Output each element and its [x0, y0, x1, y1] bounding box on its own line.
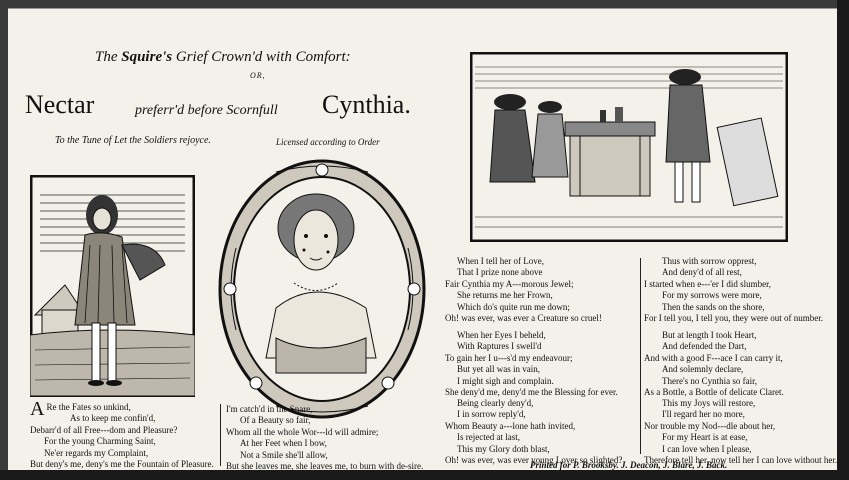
man-with-hat-woodcut [30, 175, 195, 397]
title-or: OR, [250, 71, 266, 80]
verse-line: To gain her I u---s'd my endeavour; [445, 352, 573, 363]
title-cynthia: Cynthia. [322, 90, 411, 119]
verse-line: But at length I took Heart, [662, 330, 757, 340]
title-preferred: preferr'd before Scornfull [135, 103, 278, 118]
column-rule [220, 404, 221, 466]
verse-line: With Raptures I swell'd [457, 341, 542, 352]
verse-col4-stanza2 [644, 330, 784, 398]
verse-line: At her Feet when I bow, [240, 438, 327, 449]
verse-line: Debarr'd of all Free---dom and Pleasure? [30, 424, 178, 435]
verse-line: Ne'er regards my Complaint, [44, 447, 149, 458]
verse-line: When I tell her of Love, [457, 256, 544, 266]
verse-line: There's no Cynthia so fair, [662, 375, 757, 386]
verse-line: I can love when I please, [662, 443, 752, 454]
verse-line: Then the sands on the shore, [662, 301, 765, 312]
verse-line: Oh! was ever, was ever young Lover so slighted? [445, 455, 623, 466]
verse-line: But she leaves me, she leaves me, to burn with de-sire. [226, 461, 424, 472]
verse-col1-stanza1 [30, 398, 214, 470]
verse-line: When her Eyes I beheld, [457, 330, 546, 340]
verse-line: That I prize none above [457, 267, 543, 278]
verse-line: Whom Beauty a---lone hath invited, [445, 420, 576, 431]
verse-line: And deny'd of all rest, [662, 267, 742, 278]
verse-col3-stanza3 [445, 398, 622, 466]
verse-line: Thus with sorrow opprest, [662, 256, 757, 266]
verse-line: Is rejected at last, [457, 432, 520, 443]
verse-line: Therefore tell her, now tell her I can love without her. [644, 455, 838, 466]
verse-line: Being clearly deny'd, [457, 398, 534, 408]
verse-line: This my Glory doth blast, [457, 443, 550, 454]
verse-line: But deny's me, deny's me the Fountain of Pleasure. [30, 459, 214, 470]
verse-line: Whom all the whole Wor---ld will admire; [226, 426, 379, 437]
verse-line: But yet all was in vain, [457, 364, 540, 375]
printer-imprint: Printed for P. Brooksby. J. Deacon, J. Blare, J. Back. [530, 460, 728, 470]
verse-line: And with a good F---ace I can carry it, [644, 352, 783, 363]
verse-col4-stanza1 [644, 256, 823, 324]
scan-border-bottom [0, 470, 849, 480]
title-line-1: The Squire's Grief Crown'd with Comfort: [95, 49, 351, 65]
verse-line: Re the Fates so unkind, [46, 402, 131, 412]
verse-line: Oh! was ever, was ever a Creature so cruel! [445, 313, 602, 324]
verse-line: For my sorrows were more, [662, 290, 762, 301]
verse-line: And solemnly declare, [662, 364, 744, 375]
licensed-line: Licensed according to Order [276, 137, 380, 147]
verse-col3-stanza2 [445, 330, 618, 398]
verse-line: Nor trouble my Nod---dle about her, [644, 420, 776, 431]
verse-col3-stanza1 [445, 256, 602, 324]
verse-line: As a Bottle, a Bottle of delicate Claret. [644, 387, 784, 398]
verse-line: Which do's quite run me down; [457, 301, 570, 312]
verse-line: And defended the Dart, [662, 341, 747, 352]
tavern-scene-woodcut [470, 52, 788, 242]
verse-line: This my Joys will restore, [662, 398, 756, 408]
column-rule [640, 258, 641, 454]
verse-col4-stanza3 [644, 398, 837, 466]
lady-portrait-woodcut [216, 158, 428, 420]
verse-line: I started when e---'er I did slumber, [644, 278, 771, 289]
verse-line: I'm catch'd in the Snare, [226, 404, 313, 414]
verse-line: She returns me her Frown, [457, 290, 553, 301]
verse-line: For the young Charming Saint, [44, 436, 156, 447]
verse-line: She deny'd me, deny'd me the Blessing for ever. [445, 387, 618, 398]
title-nectar: Nectar [25, 90, 95, 119]
verse-line: Not a Smile she'll allow, [240, 449, 328, 460]
verse-col2-stanza1 [226, 404, 423, 472]
verse-line: For my Heart is at ease, [662, 432, 748, 443]
verse-line: Fair Cynthia my A---morous Jewel; [445, 278, 574, 289]
drop-cap: A [30, 398, 45, 420]
verse-line: I in sorrow reply'd, [457, 409, 526, 420]
tune-line: To the Tune of Let the Soldiers rejoyce. [55, 135, 211, 146]
verse-line: I might sigh and complain. [457, 375, 554, 386]
verse-line: I'll regard her no more, [662, 409, 745, 420]
verse-line: Of a Beauty so fair, [240, 415, 311, 426]
verse-line: As to keep me confin'd, [70, 413, 156, 424]
scan-border-right [837, 0, 849, 480]
verse-line: For I tell you, I tell you, they were out of number. [644, 313, 823, 324]
